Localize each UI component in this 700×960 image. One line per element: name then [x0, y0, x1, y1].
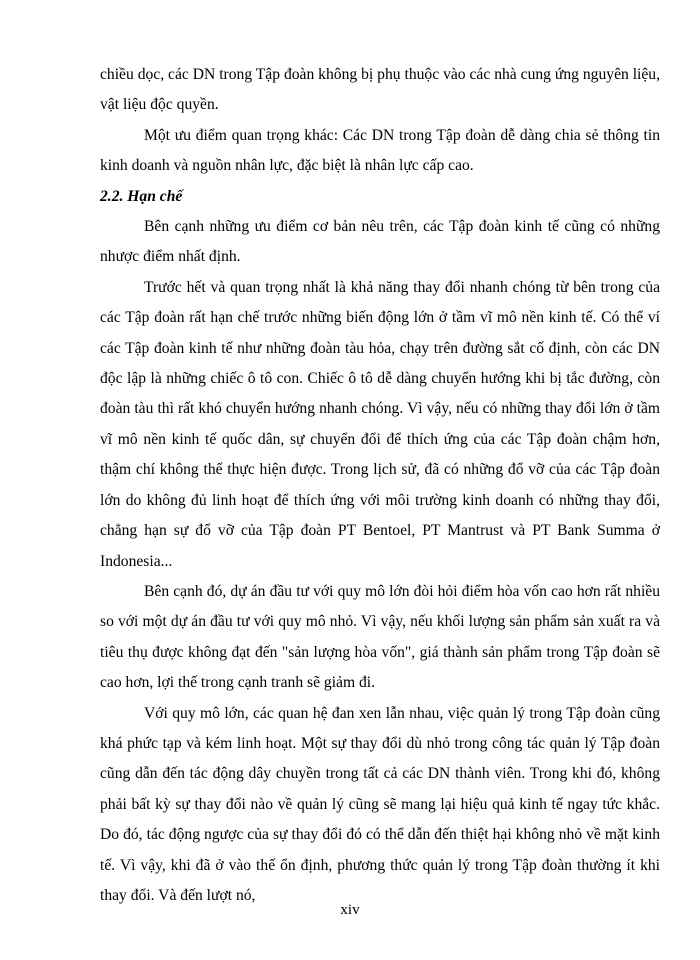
paragraph-advantage-sharing: Một ưu điểm quan trọng khác: Các DN trong Tập đoàn dễ dàng chia sẻ thông tin kinh doanh và nguồn nhân lực, đặc biệt là nhân lực cấp cao. [100, 126, 660, 175]
document-body [100, 60, 660, 911]
paragraph-management-complexity: Với quy mô lớn, các quan hệ đan xen lẫn nhau, việc quản lý trong Tập đoàn cũng khá phức tạp và kém linh hoạt. Một sự thay đổi dù nhỏ trong công tác quản lý Tập đoàn cũng dẫn đến tác động dây chuyền trong tất cả các DN thành viên. Trong khi đó, không phải bất kỳ sự thay đổi nào về quản lý cũng sẽ mang lại hiệu quả kinh tế ngay tức khắc. Do đó, tác động ngược của sự thay đổi đó có thể dẫn đến thiệt hại không nhỏ về mặt kinh tế. Vì vậy, khi đã ở vào thế ổn định, phương thức quản lý trong Tập đoàn thường ít khi thay đổi. Và đến lượt nó, [100, 704, 660, 904]
paragraph-flexibility-limit: Trước hết và quan trọng nhất là khả năng thay đổi nhanh chóng từ bên trong của các Tập đoàn rất hạn chế trước những biến động lớn ở tầm vĩ mô nền kinh tế. Có thể ví các Tập đoàn kinh tế như những đoàn tàu hỏa, chạy trên đường sắt cố định, còn các DN độc lập là những chiếc ô tô con. Chiếc ô tô dễ dàng chuyển hướng khi bị tắc đường, còn đoàn tàu thì rất khó chuyển hướng nhanh chóng. Vì vậy, nếu có những thay đổi lớn ở tầm vĩ mô nền kinh tế quốc dân, sự chuyển đổi để thích ứng của các Tập đoàn chậm hơn, thậm chí không thể thực hiện được. Trong lịch sử, đã có những đổ vỡ của các Tập đoàn lớn do không đủ linh hoạt để thích ứng với môi trường kinh doanh có những thay đổi, chẳng hạn sự đổ vỡ của Tập đoàn PT Bentoel, PT Mantrust và PT Bank Summa ở Indonesia... [100, 278, 660, 570]
page-number: xiv [340, 902, 360, 918]
paragraph-disadvantages-intro: Bên cạnh những ưu điểm cơ bản nêu trên, các Tập đoàn kinh tế cũng có những nhược điểm nhất định. [100, 218, 660, 266]
paragraph-break-even: Bên cạnh đó, dự án đầu tư với quy mô lớn đòi hỏi điểm hòa vốn cao hơn rất nhiều so với một dự án đầu tư với quy mô nhỏ. Vì vậy, nếu khối lượng sản phẩm sản xuất ra và tiêu thụ được không đạt đến "sản lượng hòa vốn", giá thành sản phẩm trong Tập đoàn sẽ cao hơn, lợi thế trong cạnh tranh sẽ giảm đi. [100, 582, 660, 692]
section-heading: 2.2. Hạn chế [100, 187, 183, 205]
paragraph-continuation: chiều dọc, các DN trong Tập đoàn không bị phụ thuộc vào các nhà cung ứng nguyên liệu, vật liệu độc quyền. [100, 66, 660, 114]
